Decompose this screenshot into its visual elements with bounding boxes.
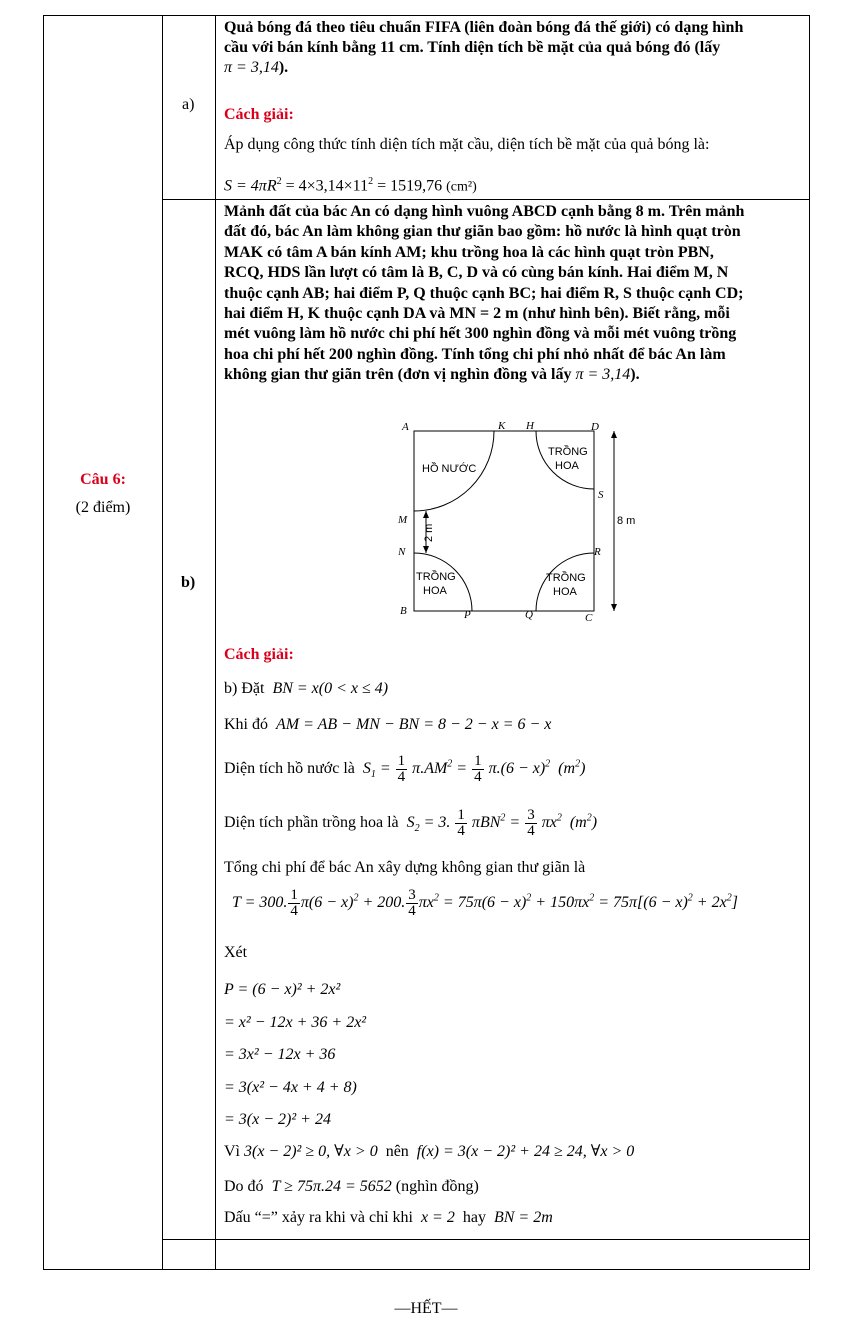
label-d: D — [591, 421, 599, 433]
diagram-svg — [392, 418, 642, 628]
row-divider-bottom — [162, 1239, 809, 1240]
xet-label: Xét — [224, 944, 248, 961]
label-a: A — [402, 421, 409, 433]
flower-d-line1: TRỒNG — [548, 446, 588, 458]
side-label: 8 m — [617, 515, 636, 527]
flower-c-line1: TRỒNG — [546, 572, 586, 584]
label-b: B — [400, 605, 407, 617]
dau-line: Dấu “=” xảy ra khi và chỉ khi x = 2 hay BN = 2m — [224, 1209, 553, 1226]
column-divider-2 — [215, 16, 216, 1269]
step-3: Diện tích hồ nước là $S_1$ = $\frac{1}{4}$ $\pi.AM^2$ = $\frac{1}{4}$ $\pi.(6 - x)^2$ $(m^2)$ — [224, 753, 586, 785]
label-p: P — [464, 609, 471, 621]
column-divider-1 — [162, 16, 163, 1269]
part-a-solution-text: Áp dụng công thức tính diện tích mặt cầu, diện tích bề mặt của quả bóng là: — [224, 136, 710, 153]
question-title: Câu 6: — [80, 471, 126, 488]
step-5-formula: T = 300. $\frac{1}{4}$ $\pi(6 - x)^2 + 200$. $\frac{3}{4}$ $\pi x^2 = 75\pi(6 - x)^2 + 150\pi x^2 = 75\pi[(6 - x)^2 + 2x^2]$ — [232, 887, 738, 919]
label-m: M — [398, 514, 408, 526]
label-r: R — [594, 546, 601, 558]
step-4: Diện tích phần trồng hoa là $S_2 = 3$. $\frac{1}{4}$ πBN$^2$ = $\frac{3}{4}$ $\pi x^2$ $(m^2)$ — [224, 807, 598, 839]
footer-end: —HẾT— — [394, 1300, 458, 1317]
question-points: (2 điểm) — [75, 499, 131, 516]
lake-label: HỒ NƯỚC — [422, 463, 477, 475]
step-2: Khi đó AM = AB − MN − BN = 8 − 2 − x = 6 − x — [224, 716, 552, 733]
square-diagram — [392, 418, 642, 633]
step-1: b) Đặt BN = x(0 < x ≤ 4) — [224, 680, 389, 697]
flower-b-line1: TRỒNG — [416, 571, 456, 583]
part-a-formula: $S = 4\pi R^2 = 4\times 3,14\times 11^2 = 1519,76$ (cm²) — [224, 176, 477, 195]
step-5-text: Tổng chi phí để bác An xây dựng không gian thư giãn là — [224, 859, 586, 876]
p-derivation: P = (6 − x)² + 2x² = x² − 12x + 36 + 2x² = 3x² − 12x + 36 = 3(x² − 4x + 4 + 8) = 3(x − 2)² + 24 — [224, 981, 367, 1128]
answer-table — [43, 15, 810, 1270]
vi-line: Vì 3(x − 2)² ≥ 0, ∀x > 0 nên f(x) = 3(x − 2)² + 24 ≥ 24, ∀x > 0 — [224, 1143, 635, 1160]
label-s: S — [598, 489, 604, 501]
row-divider-ab — [162, 199, 809, 200]
label-q: Q — [525, 609, 533, 621]
part-b-label: b) — [181, 574, 196, 591]
part-a-solution-heading: Cách giải: — [224, 106, 294, 123]
flower-c-line2: HOA — [553, 586, 577, 598]
flower-d-line2: HOA — [555, 460, 579, 472]
dodo-line: Do đó T ≥ 75π.24 = 5652 (nghìn đồng) — [224, 1178, 479, 1195]
label-k: K — [498, 420, 506, 432]
part-b-problem: Mảnh đất của bác An có dạng hình vuông ABCD cạnh bằng 8 m. Trên mảnh đất đó, bác An làm không gian thư giãn bao gồm: hồ nước là hình quạt tròn MAK có tâm A bán kính AM; khu trồng hoa là các hình quạt tròn PBN, RCQ, HDS lần lượt có tâm là B, C, D và có cùng bán kính. Hai điểm M, N thuộc cạnh AB; hai điểm P, Q thuộc cạnh BC; hai điểm R, S thuộc cạnh CD; hai điểm H, K thuộc cạnh DA và MN = 2 m (như hình bên). Biết rằng, mỗi mét vuông làm hồ nước chi phí hết 300 nghìn đồng và mỗi mét vuông trồng hoa chi phí hết 200 nghìn đồng. Tính tổng chi phí nhỏ nhất để bác An làm không gian thư giãn trên (đơn vị nghìn đồng và lấy π = 3,14). — [224, 203, 745, 384]
part-a-problem: Quả bóng đá theo tiêu chuẩn FIFA (liên đoàn bóng đá thế giới) có dạng hình cầu với bán kính bằng 11 cm. Tính diện tích bề mặt của quả bóng đó (lấy π = 3,14). — [224, 19, 744, 76]
label-h: H — [526, 420, 534, 432]
question-number-cell — [44, 466, 162, 522]
square-abcd — [414, 431, 594, 611]
flower-b-line2: HOA — [423, 585, 447, 597]
part-a-label: a) — [182, 96, 195, 113]
part-b-solution-heading: Cách giải: — [224, 646, 294, 663]
label-n: N — [398, 546, 406, 558]
mn-label: 2 m — [423, 523, 435, 542]
label-c: C — [585, 612, 593, 624]
